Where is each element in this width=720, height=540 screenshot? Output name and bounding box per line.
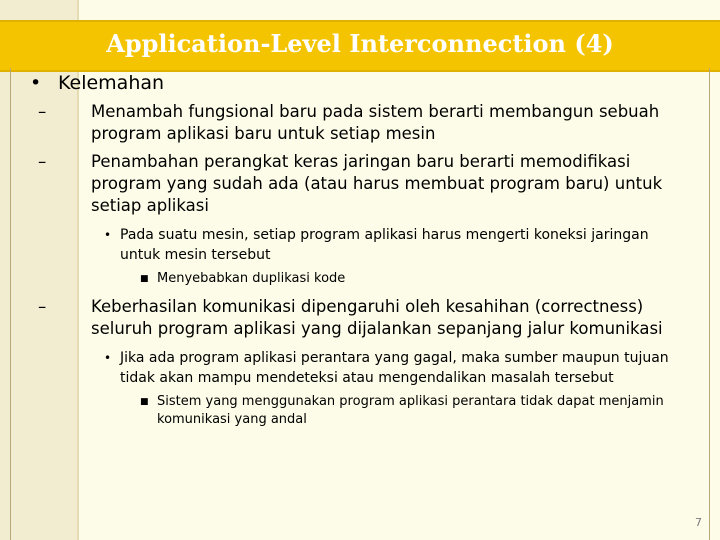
bullet-dot-icon: • xyxy=(104,228,112,242)
item-text: Keberhasilan komunikasi dipengaruhi oleh kesahihan (correctness) seluruh program aplikasi yang dijalankan sepanjang jalur komunikasi xyxy=(91,297,663,338)
dash-bullet-icon: – xyxy=(38,152,47,171)
sub-item-text: Jika ada program aplikasi perantara yang gagal, maka sumber maupun tujuan tidak akan mampu mendeteksi atau mengendalikan masalah tersebut xyxy=(120,350,669,386)
bullet-level4-item-3 xyxy=(30,393,677,429)
content-body xyxy=(30,71,700,429)
bullet-level1 xyxy=(30,71,700,95)
dash-bullet-icon: – xyxy=(38,102,47,121)
square-bullet-icon: ■ xyxy=(140,397,149,407)
bullet-level3-item-2 xyxy=(30,225,690,265)
bullet-level3-item-3 xyxy=(30,348,690,388)
bullet-level4-item-2 xyxy=(30,270,677,288)
page-number: 7 xyxy=(695,516,702,529)
square-bullet-icon: ■ xyxy=(140,274,149,284)
bullet-level2-item-3 xyxy=(30,296,681,340)
bullet-dot-icon: • xyxy=(30,72,42,94)
subsub-item-text: Sistem yang menggunakan program aplikasi perantara tidak dapat menjamin komunikasi yang andal xyxy=(157,394,664,427)
bullet-dot-icon: • xyxy=(104,351,112,365)
heading-text: Kelemahan xyxy=(58,72,165,94)
dash-bullet-icon: – xyxy=(38,297,47,316)
bullet-level2-item-1 xyxy=(30,101,681,145)
item-text: Penambahan perangkat keras jaringan baru berarti memodifikasi program yang sudah ada (atau harus membuat program baru) untuk setiap aplikasi xyxy=(91,152,663,215)
sub-item-text: Pada suatu mesin, setiap program aplikasi harus mengerti koneksi jaringan untuk mesin tersebut xyxy=(120,227,649,263)
slide-title: Application-Level Interconnection (4) xyxy=(106,29,614,58)
item-text: Menambah fungsional baru pada sistem berarti membangun sebuah program aplikasi baru untuk setiap mesin xyxy=(91,102,660,143)
bullet-level2-item-2 xyxy=(30,151,681,217)
subsub-item-text: Menyebabkan duplikasi kode xyxy=(157,271,346,286)
